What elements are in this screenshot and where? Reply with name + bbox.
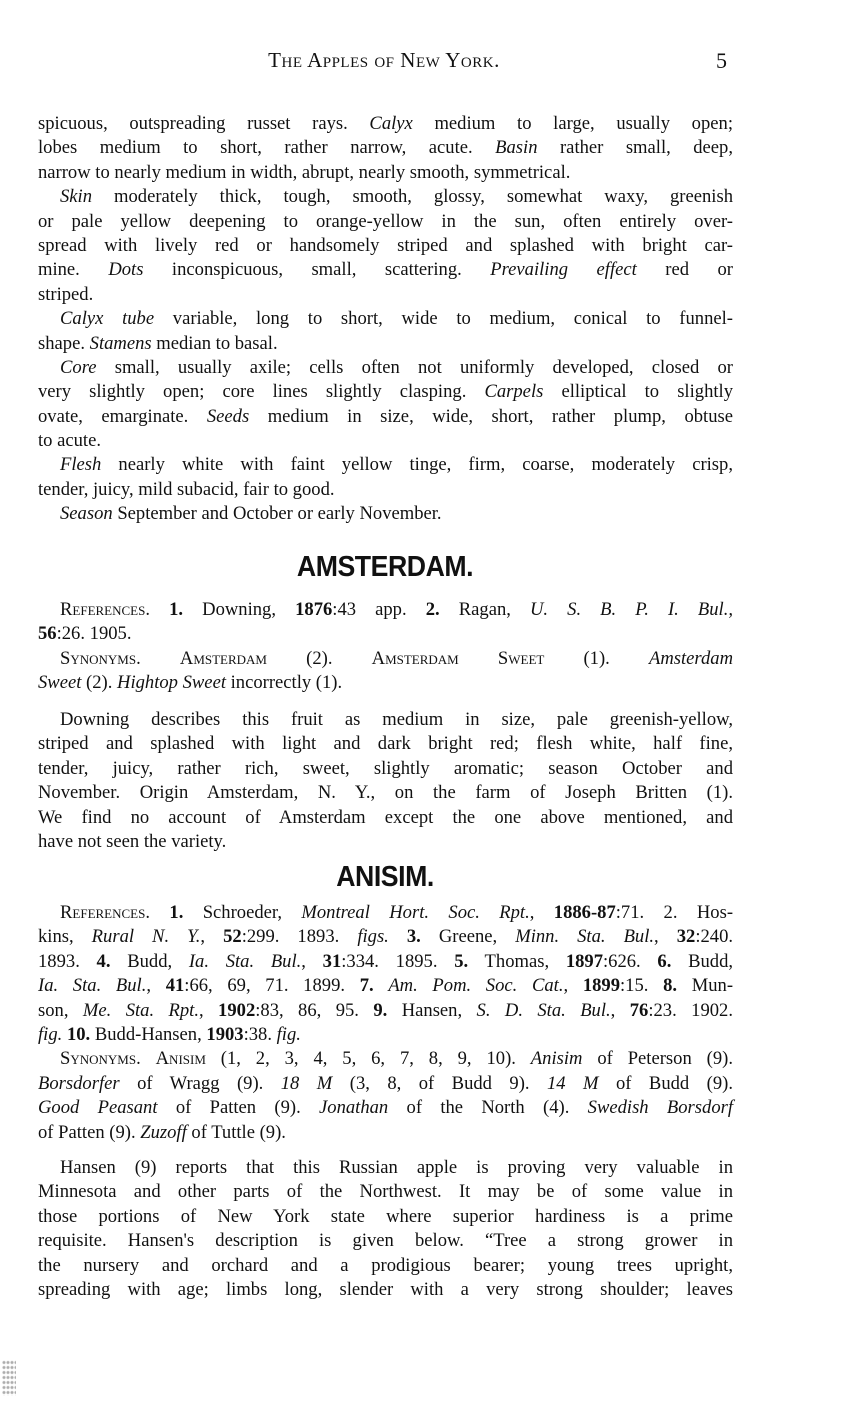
description-continued (38, 112, 733, 527)
text-segment: narrow to nearly medium in width, abrupt, nearly smooth, symmetrical. (38, 161, 571, 183)
text-line (38, 925, 733, 949)
text-segment: red or (636, 259, 733, 281)
text-segment: , (198, 999, 219, 1021)
text-line (38, 1278, 733, 1302)
italic-text: Anisim (530, 1048, 583, 1070)
italic-text: Prevailing effect (490, 259, 637, 281)
text-segment: of Tuttle (9). (186, 1121, 286, 1143)
text-segment: Hansen (9) reports that this Russian apple is proving very valuable in (60, 1157, 733, 1178)
bold-number: 1. (169, 599, 184, 620)
italic-text: 18 M (280, 1072, 333, 1094)
text-segment: (1, 2, 3, 4, 5, 6, 7, 8, 9, 10). (205, 1048, 531, 1070)
text-line (38, 1121, 733, 1145)
text-line (38, 708, 733, 732)
text-segment: variable, long to short, wide to medium, conical to funnel- (154, 308, 734, 330)
bold-number: 31 (322, 950, 342, 972)
text-line (38, 950, 733, 974)
text-line (38, 1023, 733, 1047)
text-segment: nearly white with faint yellow tinge, firm, coarse, moderately crisp, (101, 454, 733, 476)
italic-text: Basin (495, 137, 538, 159)
small-caps-text: Amsterdam (179, 647, 267, 669)
text-segment: of Wragg (9). (119, 1072, 281, 1094)
text-line (38, 502, 733, 526)
italic-text: fig. (276, 1023, 301, 1045)
text-segment: :83, 86, 95. (255, 999, 374, 1021)
text-line (38, 647, 733, 671)
text-line (38, 478, 733, 502)
bold-number: 3. (406, 926, 421, 948)
text-line (38, 210, 733, 234)
text-segment: shape. (38, 332, 90, 354)
bold-number: 7. (359, 975, 374, 997)
text-segment: Downing, (183, 599, 296, 620)
italic-text: Jonathan (319, 1097, 389, 1119)
text-segment: Thomas, (468, 950, 566, 972)
text-segment: September and October or early November. (112, 503, 442, 525)
italic-text: S. D. Sta. Bul. (476, 999, 611, 1021)
text-segment: November. Origin Amsterdam, N. Y., on the farm of Joseph Britten (1). (38, 782, 733, 804)
italic-text: fig. (38, 1023, 63, 1045)
bold-number: 1897 (565, 950, 603, 972)
italic-text: Minn. Sta. Bul. (515, 926, 655, 948)
scan-speck (2, 1360, 16, 1396)
text-segment: Budd, (110, 950, 189, 972)
text-line (38, 307, 733, 331)
text-line (38, 234, 733, 258)
text-line (38, 453, 733, 477)
text-line (38, 283, 733, 307)
text-segment: kins, (38, 926, 92, 948)
text-segment: those portions of New York state where superior hardiness is a prime (38, 1205, 733, 1227)
text-segment: (1). (544, 647, 649, 669)
text-segment: , (654, 926, 677, 948)
text-segment: median to basal. (151, 332, 278, 354)
text-segment: tender, juicy, rather rich, sweet, slightly aromatic; season October and (38, 757, 733, 779)
text-segment: Greene, (420, 926, 516, 948)
text-segment: :38. (243, 1023, 277, 1045)
text-segment: have not seen the variety. (38, 830, 227, 852)
text-segment (150, 599, 169, 620)
text-segment: :23. 1902. (648, 999, 733, 1021)
text-segment: small, usually axile; cells often not uniformly developed, closed or (96, 356, 733, 378)
text-segment: son, (38, 999, 83, 1021)
italic-text: Rural N. Y. (91, 926, 201, 948)
text-line (38, 757, 733, 781)
text-segment: , (529, 902, 554, 923)
bold-number: 52 (223, 926, 242, 948)
small-caps-text: References. (60, 599, 151, 620)
text-line (38, 136, 733, 160)
text-segment: (2). (81, 672, 118, 694)
italic-text: Me. Sta. Rpt. (82, 999, 199, 1021)
text-segment: :240. (695, 926, 734, 948)
bold-number: 32 (676, 926, 696, 948)
amsterdam-references (38, 598, 733, 696)
text-segment: , (610, 999, 630, 1021)
text-segment: :66, 69, 71. 1899. (184, 975, 360, 997)
text-segment: of Peterson (9). (582, 1048, 733, 1070)
bold-number: 1899 (582, 975, 621, 997)
page-number: 5 (716, 48, 727, 73)
text-line (38, 781, 733, 805)
bold-number: 1876 (295, 599, 333, 620)
text-segment: very slightly open; core lines slightly clasping. (38, 381, 485, 403)
text-line (38, 999, 733, 1023)
text-segment: :26. 1905. (56, 623, 132, 645)
text-segment: , (146, 975, 166, 997)
italic-text: Montreal Hort. Soc. Rpt. (301, 902, 530, 923)
text-segment (141, 648, 180, 669)
italic-text: Borsdorfer (38, 1072, 120, 1094)
text-segment: :71. 2. Hos- (615, 902, 734, 923)
text-line (38, 112, 733, 136)
text-segment: ovate, emarginate. (38, 405, 207, 427)
text-line (38, 356, 733, 380)
text-line (38, 598, 733, 622)
text-segment (141, 1048, 156, 1069)
text-segment: lobes medium to short, rather narrow, acute. (38, 137, 496, 159)
small-caps-text: References. (60, 902, 151, 923)
text-segment: or pale yellow deepening to orange-yellow in the sun, often entirely over- (38, 210, 733, 232)
text-segment: Downing describes this fruit as medium in size, pale greenish-yellow, (60, 709, 733, 730)
italic-text: Swedish Borsdorf (587, 1097, 734, 1119)
small-caps-text: Anisim (155, 1048, 206, 1070)
text-line (38, 974, 733, 998)
text-line (38, 1156, 733, 1180)
text-line (38, 161, 733, 185)
text-segment: , (563, 975, 583, 997)
text-line (38, 1180, 733, 1204)
running-header: The Apples of New York. (268, 48, 500, 72)
bold-number: 1. (169, 902, 184, 923)
text-line (38, 1229, 733, 1253)
text-segment: :299. 1893. (241, 926, 358, 948)
small-caps-text: Synonyms. (60, 647, 141, 669)
text-segment: :15. (620, 975, 664, 997)
text-segment: spread with lively red or handsomely striped and splashed with bright car- (38, 234, 733, 256)
text-segment: moderately thick, tough, smooth, glossy, somewhat waxy, greenish (92, 186, 733, 208)
text-line (38, 806, 733, 830)
text-segment (389, 926, 407, 947)
text-line (38, 1072, 733, 1096)
text-segment: the nursery and orchard and a prodigious bearer; young trees upright, (38, 1254, 733, 1276)
italic-text: Hightop Sweet (117, 672, 226, 694)
text-line (38, 258, 733, 282)
text-segment: Schroeder, (183, 902, 302, 923)
text-segment (150, 902, 169, 923)
text-segment: (2). (267, 647, 372, 669)
text-segment: of the North (4). (388, 1097, 588, 1119)
text-segment: of Patten (9). (38, 1121, 141, 1143)
italic-text: Calyx tube (60, 308, 155, 330)
bold-number: 1886-87 (553, 902, 616, 923)
text-segment: incorrectly (1). (225, 672, 343, 694)
bold-number: 6. (657, 950, 672, 972)
small-caps-text: Synonyms. (60, 1048, 141, 1070)
text-segment: We find no account of Amsterdam except the one above mentioned, and (38, 806, 733, 828)
text-line (38, 1047, 733, 1071)
italic-text: U. S. B. P. I. Bul., (529, 599, 733, 620)
text-segment: Ragan, (439, 599, 530, 620)
text-line (38, 429, 733, 453)
bold-number: 41 (165, 975, 185, 997)
heading-anisim: ANISIM. (336, 861, 434, 893)
italic-text: 14 M (547, 1072, 599, 1094)
italic-text: Zuzoff (140, 1121, 187, 1143)
bold-number: 4. (96, 950, 111, 972)
italic-text: figs. (357, 926, 389, 948)
italic-text: Carpels (484, 381, 544, 403)
text-segment: spicuous, outspreading russet rays. (38, 113, 370, 134)
italic-text: Amsterdam (648, 647, 733, 669)
italic-text: Good Peasant (38, 1097, 158, 1119)
text-line (38, 332, 733, 356)
text-line (38, 405, 733, 429)
anisim-description (38, 1156, 733, 1302)
text-line (38, 732, 733, 756)
text-line (38, 380, 733, 404)
anisim-references (38, 901, 733, 1145)
text-segment: Hansen, (387, 999, 477, 1021)
italic-text: Am. Pom. Soc. Cat. (388, 975, 564, 997)
text-segment: :334. 1895. (341, 950, 455, 972)
bold-number: 5. (454, 950, 469, 972)
italic-text: Ia. Sta. Bul. (38, 975, 147, 997)
bold-number: 56 (38, 623, 57, 645)
text-segment: medium in size, wide, short, rather plump, obtuse (249, 405, 733, 427)
text-segment: Mun- (677, 975, 734, 997)
text-segment: of Budd (9). (598, 1072, 734, 1094)
text-line (38, 622, 733, 646)
italic-text: Skin (60, 186, 93, 208)
text-segment: medium to large, usually open; (412, 113, 733, 134)
bold-number: 9. (373, 999, 388, 1021)
heading-amsterdam: AMSTERDAM. (296, 551, 474, 583)
text-segment: (3, 8, of Budd 9). (332, 1072, 547, 1094)
text-segment: mine. (38, 259, 109, 281)
text-segment: elliptical to slightly (543, 381, 733, 403)
bold-number: 1902 (218, 999, 256, 1021)
italic-text: Sweet (38, 672, 82, 694)
text-segment: :43 app. (332, 599, 426, 620)
amsterdam-description (38, 708, 733, 854)
italic-text: Dots (108, 259, 144, 281)
text-line (38, 1254, 733, 1278)
text-segment (374, 975, 389, 996)
bold-number: 10. (66, 1023, 91, 1045)
text-segment: Budd, (671, 950, 734, 972)
text-segment: Minnesota and other parts of the Northwest. It may be of some value in (38, 1181, 733, 1203)
text-segment: striped. (38, 283, 94, 305)
text-segment: spreading with age; limbs long, slender with a very strong shoulder; leaves (38, 1278, 733, 1300)
text-line (38, 1096, 733, 1120)
text-segment: of Patten (9). (157, 1097, 320, 1119)
bold-number: 8. (663, 975, 678, 997)
text-segment: to acute. (38, 430, 101, 452)
text-line (38, 185, 733, 209)
italic-text: Ia. Sta. Bul. (188, 950, 302, 972)
italic-text: Core (60, 356, 97, 378)
bold-number: 2. (425, 599, 440, 620)
text-segment: rather small, deep, (537, 137, 733, 159)
text-segment: requisite. Hansen's description is given below. “Tree a strong grower in (38, 1230, 733, 1252)
text-line (38, 1205, 733, 1229)
text-segment: striped and splashed with light and dark bright red; flesh white, half fine, (38, 733, 733, 755)
text-line (38, 901, 733, 925)
italic-text: Stamens (89, 332, 152, 354)
text-segment: , (200, 926, 224, 948)
text-segment: :626. (603, 950, 658, 972)
bold-number: 1903 (206, 1023, 244, 1045)
italic-text: Seeds (206, 405, 250, 427)
bold-number: 76 (629, 999, 649, 1021)
text-segment: 1893. (38, 950, 97, 972)
italic-text: Season (60, 503, 113, 525)
text-line (38, 671, 733, 695)
italic-text: Flesh (60, 454, 102, 476)
text-segment: Budd-Hansen, (90, 1023, 207, 1045)
small-caps-text: Amsterdam Sweet (371, 647, 545, 669)
text-segment: , (301, 950, 323, 972)
text-line (38, 830, 733, 854)
text-segment: tender, juicy, mild subacid, fair to good. (38, 478, 335, 500)
italic-text: Calyx (369, 113, 413, 134)
text-segment: inconspicuous, small, scattering. (143, 259, 491, 281)
